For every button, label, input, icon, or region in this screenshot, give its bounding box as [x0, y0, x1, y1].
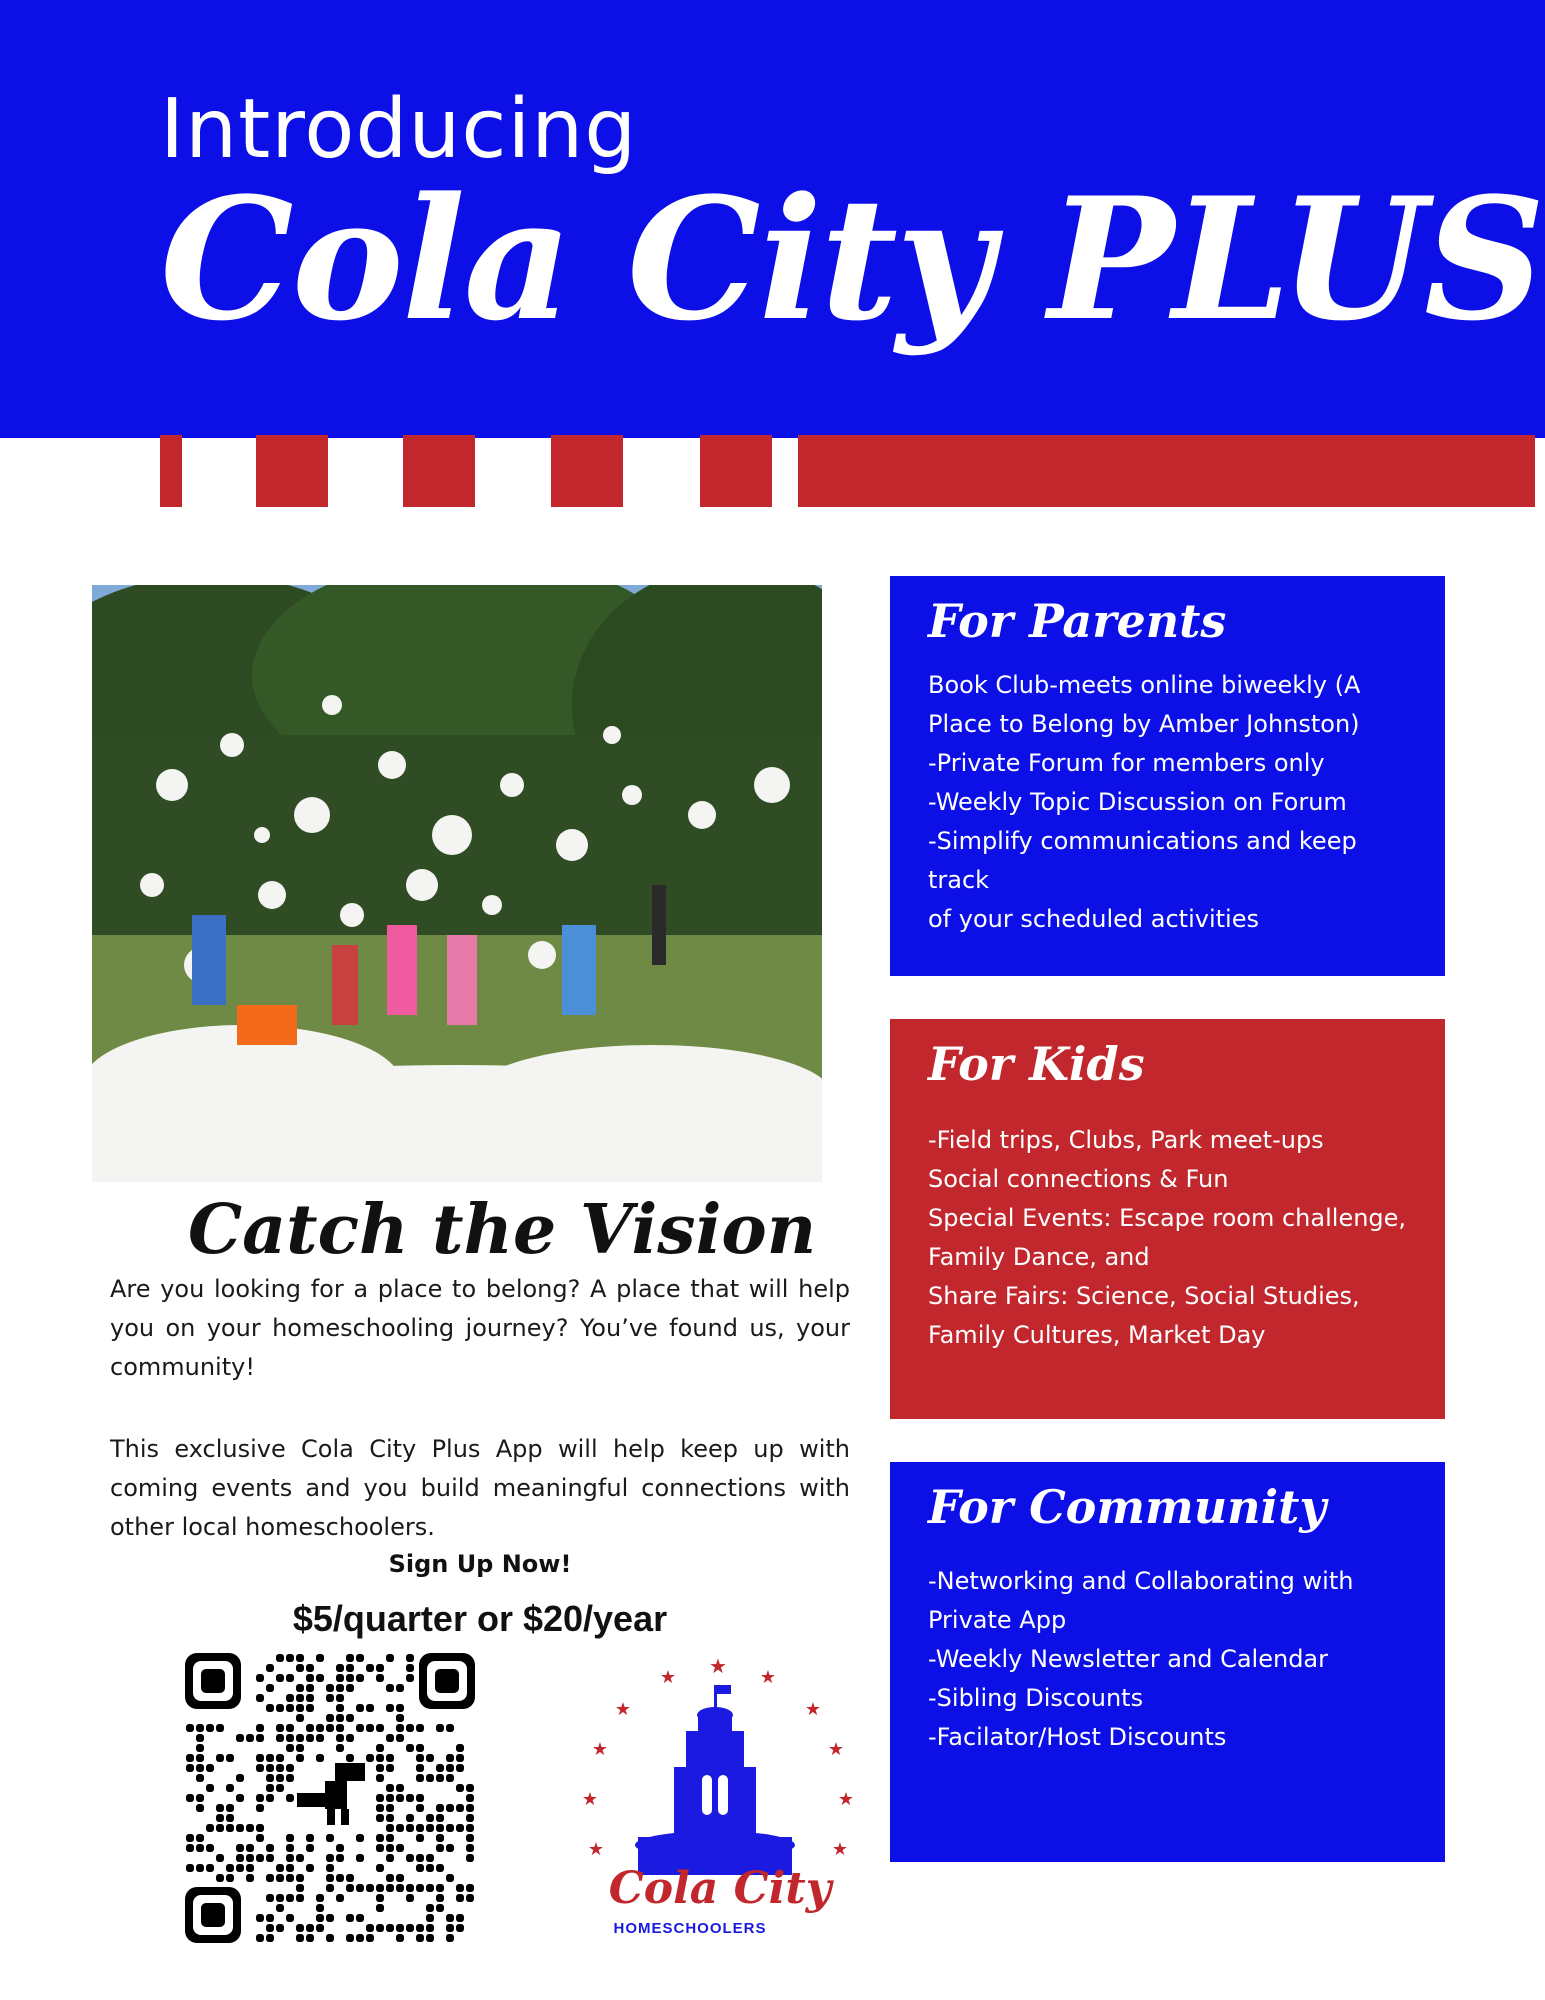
stripe-4: [551, 435, 623, 507]
vision-paragraph-2: This exclusive Cola City Plus App will help keep up with coming events and you build meaningful connections with other local homeschoolers.: [110, 1435, 850, 1541]
vision-heading: Catch the Vision: [188, 1190, 817, 1270]
qr-code-icon[interactable]: [185, 1653, 475, 1943]
parents-line: Place to Belong by Amber Johnston): [928, 710, 1360, 738]
kids-box: [890, 1019, 1445, 1419]
parents-line: of your scheduled activities: [928, 905, 1259, 933]
parents-line: -Private Forum for members only: [928, 749, 1325, 777]
community-line: -Facilator/Host Discounts: [928, 1723, 1227, 1751]
parents-box: [890, 576, 1445, 976]
stripe-1: [160, 435, 182, 507]
parents-line: -Weekly Topic Discussion on Forum: [928, 788, 1347, 816]
svg-text:★: ★: [581, 1789, 599, 1809]
capitol-building-icon: [635, 1685, 795, 1875]
page-title: Cola City PLUS: [160, 160, 1544, 358]
vision-paragraph-1: Are you looking for a place to belong? A place that will help you on your homeschooling journey? You’ve found us, your community!: [110, 1275, 850, 1381]
cola-city-logo: [578, 1655, 863, 1945]
kids-line: Family Cultures, Market Day: [928, 1321, 1266, 1349]
header-banner: [0, 0, 1545, 438]
foam-party-photo: [92, 585, 822, 1182]
kids-title: For Kids: [928, 1037, 1145, 1091]
svg-text:★: ★: [587, 1839, 605, 1859]
svg-text:★: ★: [837, 1789, 855, 1809]
parents-line: Book Club-meets online biweekly (A: [928, 671, 1361, 699]
kids-line: Social connections & Fun: [928, 1165, 1229, 1193]
kids-list: [928, 1121, 1418, 1355]
community-title: For Community: [928, 1480, 1327, 1534]
community-line: Private App: [928, 1606, 1067, 1634]
svg-text:★: ★: [614, 1699, 632, 1719]
svg-text:★: ★: [709, 1656, 727, 1678]
stripe-bar: [798, 435, 1535, 507]
svg-text:★: ★: [804, 1699, 822, 1719]
intro-text: Introducing: [160, 82, 638, 177]
svg-text:★: ★: [659, 1667, 677, 1687]
svg-text:★: ★: [759, 1667, 777, 1687]
logo-subtitle: HOMESCHOOLERS: [613, 1920, 767, 1937]
stripe-2: [256, 435, 328, 507]
community-list: [928, 1562, 1418, 1757]
parents-line: -Simplify communications and keep track: [928, 827, 1357, 894]
parents-title: For Parents: [928, 594, 1227, 648]
kids-line: Family Dance, and: [928, 1243, 1150, 1271]
logo-name: Cola City: [608, 1863, 832, 1914]
stripe-5: [700, 435, 772, 507]
parents-list: [928, 666, 1418, 939]
kids-line: Special Events: Escape room challenge,: [928, 1204, 1407, 1232]
community-line: -Networking and Collaborating with: [928, 1567, 1354, 1595]
signup-label: Sign Up Now!: [388, 1550, 572, 1578]
svg-text:★: ★: [827, 1739, 845, 1759]
svg-text:★: ★: [591, 1739, 609, 1759]
community-box: [890, 1462, 1445, 1862]
kids-line: -Field trips, Clubs, Park meet-ups: [928, 1126, 1324, 1154]
community-line: -Weekly Newsletter and Calendar: [928, 1645, 1329, 1673]
community-line: -Sibling Discounts: [928, 1684, 1144, 1712]
kids-line: Share Fairs: Science, Social Studies,: [928, 1282, 1360, 1310]
price-text: $5/quarter or $20/year: [292, 1598, 668, 1639]
svg-text:★: ★: [831, 1839, 849, 1859]
stripe-3: [403, 435, 475, 507]
